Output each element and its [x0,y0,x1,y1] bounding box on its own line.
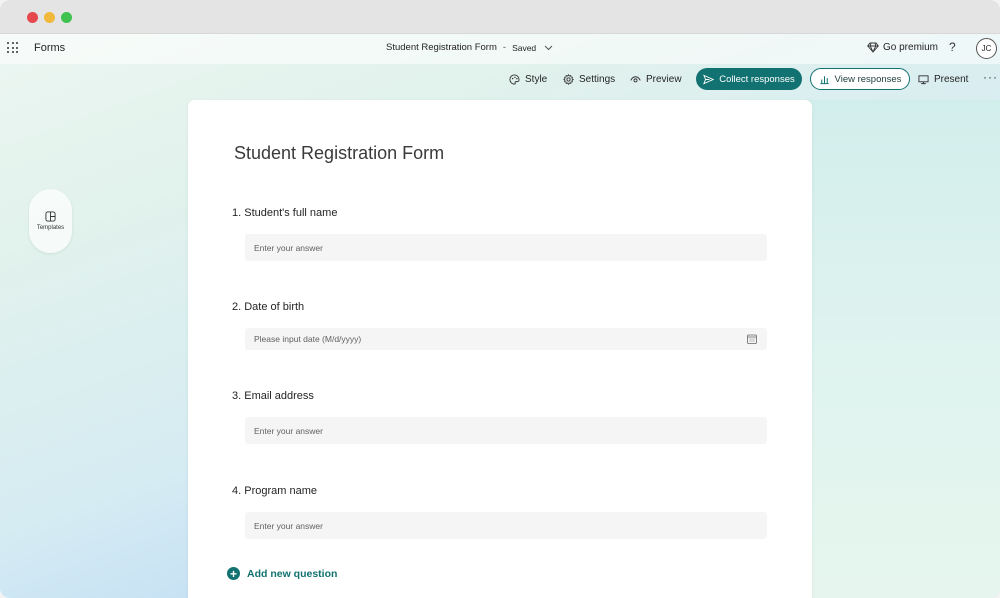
templates-label: Templates [36,225,65,231]
document-title-menu[interactable] [386,42,553,53]
question-3-placeholder: Enter your answer [254,425,323,436]
avatar[interactable]: JC [976,38,997,59]
save-status: Saved [512,42,537,53]
question-4-placeholder: Enter your answer [254,520,323,531]
monitor-icon [918,74,929,85]
question-4-label: 4. Program name [232,485,317,497]
document-title: Student Registration Form [386,42,497,53]
bar-chart-icon [819,74,830,85]
calendar-icon[interactable] [747,334,757,344]
window-titlebar [0,0,1000,34]
app-header [0,34,1000,64]
question-1-placeholder: Enter your answer [254,242,323,253]
more-options-button[interactable]: ··· [983,70,998,84]
view-responses-label: View responses [834,73,902,85]
help-button[interactable]: ? [949,40,956,54]
question-1-label: 1. Student's full name [232,207,338,219]
chevron-down-icon [544,45,553,51]
form-card [188,100,812,598]
question-2-date-input[interactable] [245,328,767,350]
go-premium-label: Go premium [883,42,939,53]
plus-circle-icon: + [227,567,240,580]
background-gradient [800,100,1000,598]
settings-label: Settings [579,73,616,85]
present-label: Present [934,73,969,85]
question-3-input[interactable] [245,417,767,444]
eye-icon [630,74,641,85]
app-launcher-icon[interactable] [7,42,19,54]
preview-label: Preview [646,73,682,85]
form-title[interactable]: Student Registration Form [234,143,445,163]
question-3-label: 3. Email address [232,390,314,402]
question-2-label: 2. Date of birth [232,301,305,313]
maximize-window-button[interactable] [61,12,72,23]
templates-button[interactable] [29,189,72,253]
add-new-question-button[interactable] [227,567,337,580]
question-1-input[interactable] [245,234,767,261]
add-new-question-label: Add new question [247,567,338,580]
preview-button[interactable] [630,68,682,90]
question-4-input[interactable] [245,512,767,539]
palette-icon [509,74,520,85]
go-premium-button[interactable] [867,42,938,53]
gear-icon [563,74,574,85]
diamond-icon [867,42,879,53]
minimize-window-button[interactable] [44,12,55,23]
settings-button[interactable] [563,68,615,90]
collect-responses-label: Collect responses [719,73,795,85]
app-name[interactable]: Forms [34,42,66,54]
close-window-button[interactable] [27,12,38,23]
question-2-placeholder: Please input date (M/d/yyyy) [254,334,362,344]
present-button[interactable] [918,68,968,90]
templates-icon [45,211,56,222]
style-button[interactable] [509,68,547,90]
view-responses-button[interactable] [810,68,910,90]
title-separator: - [502,42,507,53]
send-icon [703,74,714,85]
style-label: Style [525,73,548,85]
collect-responses-button[interactable] [696,68,802,90]
